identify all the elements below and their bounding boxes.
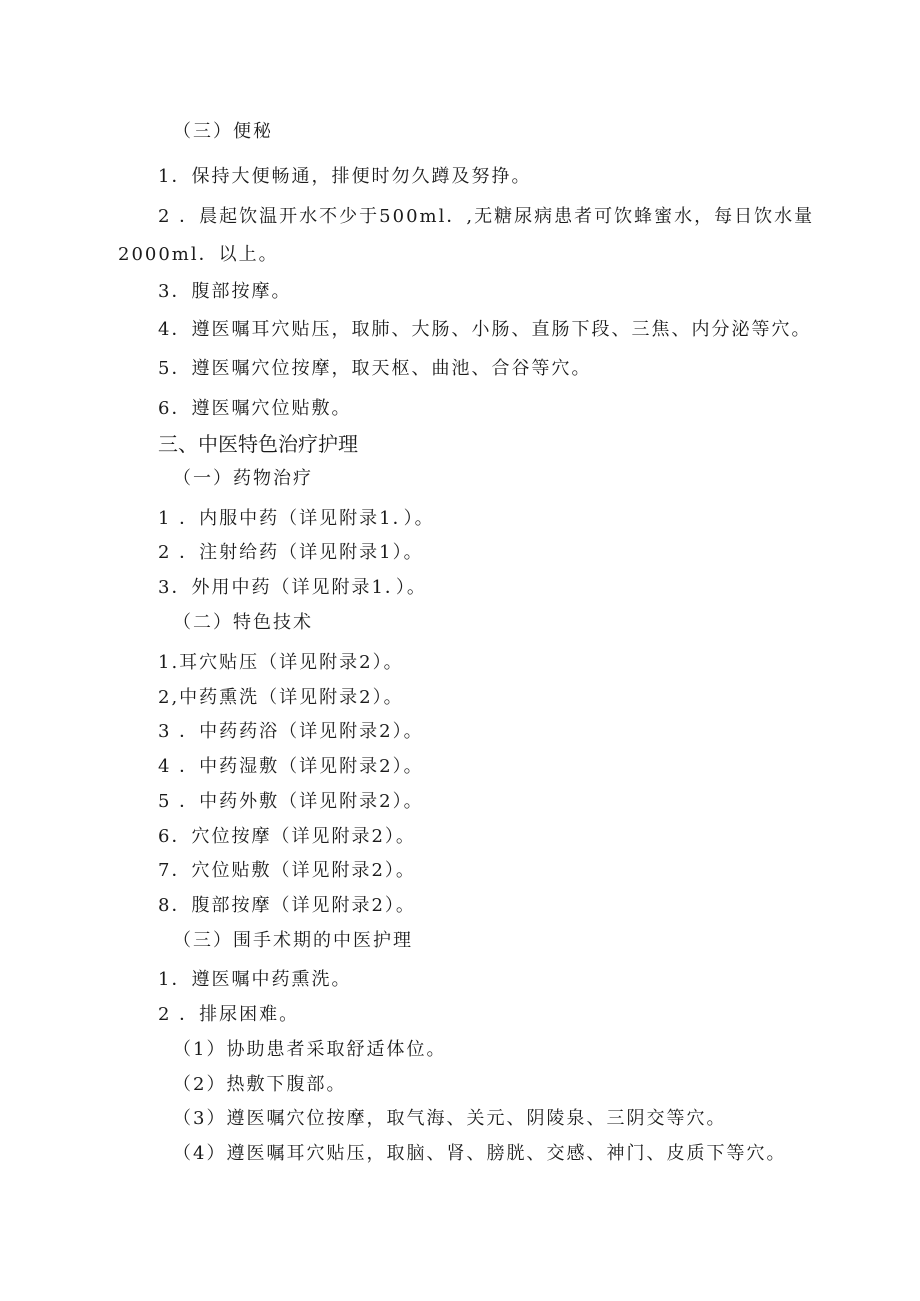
- constipation-title: （三）便秘: [173, 121, 273, 142]
- special-tech-item-7: 7．穴位贴敷（详见附录2）。: [158, 860, 416, 881]
- special-tech-item-3: 3 ．中药药浴（详见附录2）。: [158, 721, 424, 742]
- special-tech-item-2: 2,中药熏洗（详见附录2）。: [158, 687, 404, 708]
- drug-therapy-item-2: 2 ．注射给药（详见附录1）。: [158, 542, 424, 563]
- perioperative-title: （三）围手术期的中医护理: [173, 930, 413, 951]
- special-tech-item-8: 8．腹部按摩（详见附录2）。: [158, 895, 416, 916]
- perioperative-sub-item-2: （2）热敷下腹部。: [173, 1074, 347, 1095]
- constipation-item-4: 4．遵医嘱耳穴贴压，取肺、大肠、小肠、直肠下段、三焦、内分泌等穴。: [158, 319, 812, 340]
- perioperative-sub-item-4: （4）遵医嘱耳穴贴压，取脑、肾、膀胱、交感、神门、皮质下等穴。: [173, 1143, 787, 1164]
- perioperative-sub-item-3: （3）遵医嘱穴位按摩，取气海、关元、阴陵泉、三阴交等穴。: [173, 1108, 727, 1129]
- special-tech-item-6: 6．穴位按摩（详见附录2）。: [158, 826, 416, 847]
- special-tech-title: （二）特色技术: [173, 612, 313, 633]
- constipation-item-3: 3．腹部按摩。: [158, 281, 292, 302]
- drug-therapy-item-1: 1 ．内服中药（详见附录1．）。: [158, 508, 435, 529]
- constipation-item-6: 6．遵医嘱穴位贴敷。: [158, 398, 352, 419]
- drug-therapy-item-3: 3．外用中药（详见附录1．）。: [158, 577, 427, 598]
- section3-title: 三、中医特色治疗护理: [158, 432, 358, 456]
- drug-therapy-title: （一）药物治疗: [173, 468, 313, 489]
- constipation-item-5: 5．遵医嘱穴位按摩，取天枢、曲池、合谷等穴。: [158, 358, 592, 379]
- special-tech-item-1: 1.耳穴贴压（详见附录2）。: [158, 652, 404, 673]
- perioperative-sub-item-1: （1）协助患者采取舒适体位。: [173, 1039, 447, 1060]
- special-tech-item-4: 4 ．中药湿敷（详见附录2）。: [158, 756, 424, 777]
- perioperative-item-2: 2 ．排尿困难。: [158, 1004, 300, 1025]
- constipation-item-1: 1．保持大便畅通，排便时勿久蹲及努挣。: [158, 166, 532, 187]
- special-tech-item-5: 5 ．中药外敷（详见附录2）。: [158, 791, 424, 812]
- constipation-item-2: 2 ．晨起饮温开水不少于500ml．,无糖尿病患者可饮蜂蜜水，每日饮水量2000ml．以上。: [118, 206, 815, 265]
- perioperative-item-1: 1．遵医嘱中药熏洗。: [158, 969, 352, 990]
